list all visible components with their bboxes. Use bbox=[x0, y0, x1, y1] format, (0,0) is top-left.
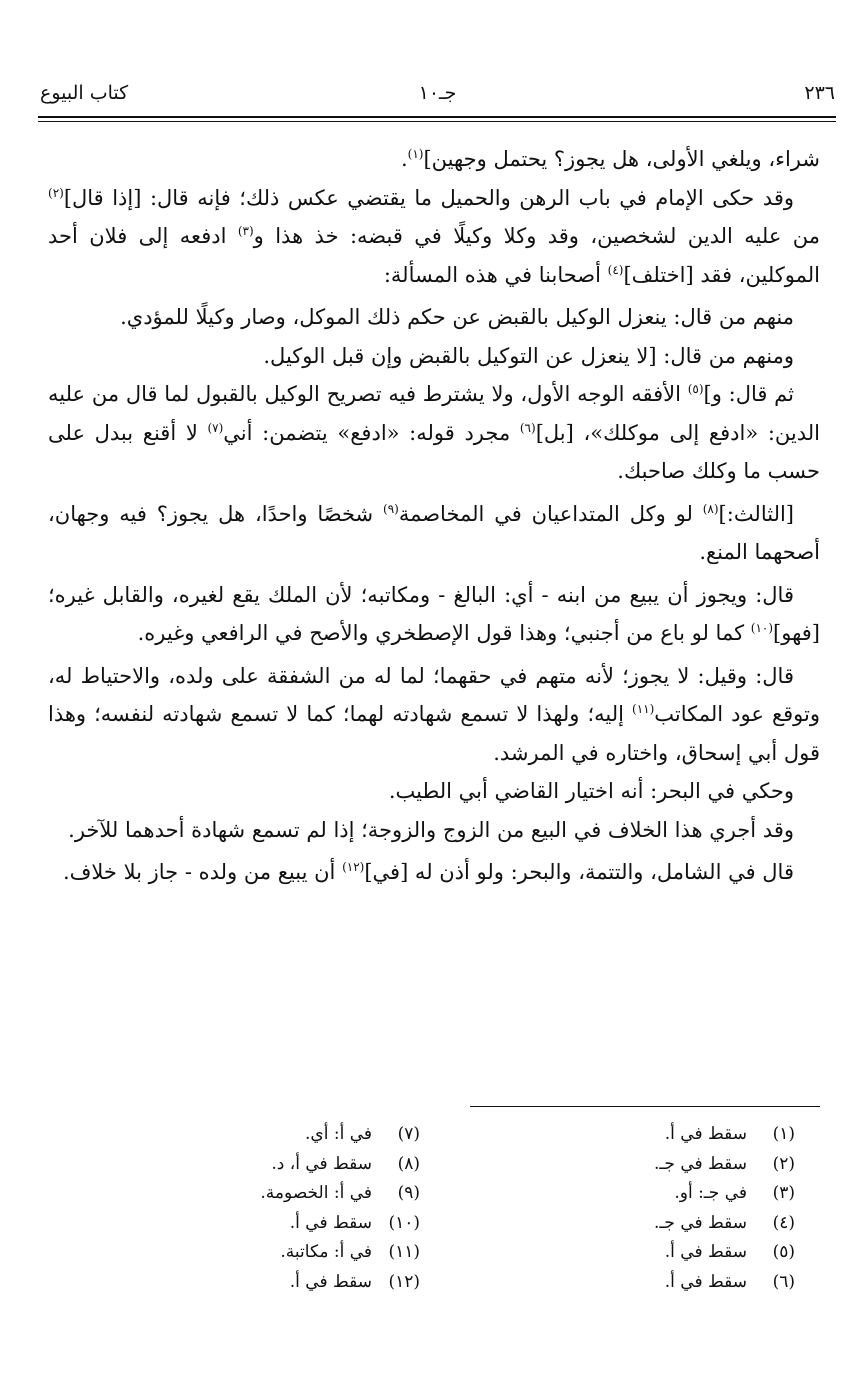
paragraph bbox=[48, 849, 820, 892]
footnote-item bbox=[90, 1150, 420, 1180]
paragraph bbox=[48, 375, 820, 491]
footnote-text: في أ: أي. bbox=[305, 1124, 372, 1144]
footnote-text: في جـ: أو. bbox=[674, 1183, 747, 1203]
text-segment: لو وكل المتداعيان في المخاصمة bbox=[398, 501, 703, 526]
text-segment: إليه؛ ولهذا لا تسمع شهادته لهما؛ كما لا تسمع شهادته لنفسه؛ وهذا قول أبي إسحاق، واختاره في المرشد. bbox=[48, 702, 820, 765]
paragraph bbox=[48, 294, 820, 337]
paragraph bbox=[48, 572, 820, 653]
footnote-number: (٤) bbox=[772, 1212, 795, 1233]
footnote-item bbox=[90, 1120, 420, 1150]
paragraph bbox=[48, 811, 820, 850]
footnotes bbox=[90, 1120, 795, 1310]
footnote-marker: (٩) bbox=[383, 501, 399, 516]
text-segment: كما لو باع من أجنبي؛ وهذا قول الإصطخري والأصح في الرافعي وغيره. bbox=[137, 621, 751, 645]
text-segment: ادفعه إلى فلان أحد الموكلين، فقد [اختلف] bbox=[48, 224, 820, 287]
footnote-marker: (٦) bbox=[519, 420, 536, 435]
footnote-text: سقط في أ، د. bbox=[271, 1153, 372, 1174]
footnote-text: سقط في جـ. bbox=[654, 1153, 747, 1174]
footnotes-right-column bbox=[465, 1120, 795, 1297]
footnote-item bbox=[90, 1238, 420, 1268]
header-rule bbox=[38, 116, 836, 118]
footnote-text: سقط في أ. bbox=[664, 1124, 747, 1144]
footnote-marker: (١٢) bbox=[342, 860, 365, 874]
text-segment: وقد أجري هذا الخلاف في البيع من الزوج والزوجة؛ إذا لم تسمع شهادة أحدهما للآخر. bbox=[68, 817, 794, 842]
text-segment: قال: وقيل: لا يجوز؛ لأنه متهم في حقهما؛ لما له من الشفقة على ولده، والاحتياط له، وتوقع عود المكاتب bbox=[48, 663, 820, 726]
footnote-item bbox=[90, 1209, 420, 1239]
paragraph bbox=[48, 491, 820, 572]
footnotes-left-column bbox=[90, 1120, 420, 1297]
footnote-marker: (٧) bbox=[207, 420, 224, 435]
footnote-item bbox=[465, 1179, 795, 1209]
footnote-text: سقط في أ. bbox=[289, 1271, 372, 1292]
text-segment: ومنهم من قال: [لا ينعزل عن التوكيل بالقبض وإن قبل الوكيل. bbox=[263, 343, 794, 368]
text-segment: قال: ويجوز أن يبيع من ابنه - أي: البالغ - ومكاتبه؛ لأن الملك يقع لغيره، والقابل غيره؛ [فهو] bbox=[48, 582, 820, 645]
footnote-item bbox=[465, 1268, 795, 1298]
text-segment: [الثالث:] bbox=[718, 501, 794, 526]
text-segment: قال في الشامل، والتتمة، والبحر: ولو أذن له [في] bbox=[364, 860, 794, 884]
text-segment: شراء، ويلغي الأولى، هل يجوز؟ يحتمل وجهين] bbox=[423, 147, 820, 171]
text-segment: من عليه الدين لشخصين، وقد وكلا وكيلًا في قبضه: خذ هذا و bbox=[253, 224, 820, 248]
footnote-marker: (١) bbox=[407, 147, 424, 161]
text-segment: . bbox=[400, 147, 408, 171]
body-text bbox=[48, 140, 820, 892]
paragraph bbox=[48, 337, 820, 376]
text-segment: ثم قال: و] bbox=[703, 382, 794, 406]
footnote-item bbox=[465, 1238, 795, 1268]
footnote-text: سقط في أ. bbox=[664, 1271, 747, 1292]
footnote-number: (١٢) bbox=[388, 1271, 420, 1292]
footnote-marker: (١٠) bbox=[750, 621, 774, 635]
footnote-text: سقط في جـ. bbox=[654, 1212, 747, 1233]
footnote-item bbox=[465, 1209, 795, 1239]
footnote-number: (٨) bbox=[397, 1153, 420, 1174]
footnote-item bbox=[465, 1120, 795, 1150]
book-title: كتاب البيوع bbox=[40, 82, 129, 104]
footnote-text: سقط في أ. bbox=[289, 1212, 372, 1233]
text-segment: وحكي في البحر: أنه اختيار القاضي أبي الطيب. bbox=[388, 779, 794, 803]
page-number: ٢٣٦ bbox=[804, 82, 835, 104]
footnote-number: (٧) bbox=[397, 1124, 420, 1144]
volume-label: جـ١٠ bbox=[418, 82, 457, 104]
footnote-text: سقط في أ. bbox=[664, 1242, 747, 1262]
footnote-number: (١٠) bbox=[388, 1212, 420, 1233]
footnote-number: (٥) bbox=[772, 1242, 795, 1262]
footnote-number: (٩) bbox=[397, 1183, 420, 1203]
footnote-text: في أ: مكاتبة. bbox=[280, 1242, 372, 1262]
header-rule-thin bbox=[38, 121, 836, 122]
footnote-item bbox=[90, 1268, 420, 1298]
paragraph bbox=[48, 653, 820, 773]
footnote-number: (٢) bbox=[772, 1153, 795, 1174]
footnote-item bbox=[90, 1179, 420, 1209]
footnote-item bbox=[465, 1150, 795, 1180]
text-segment: أصحابنا في هذه المسألة: bbox=[383, 262, 608, 287]
footnote-number: (٦) bbox=[772, 1271, 795, 1292]
footnote-marker: (٣) bbox=[237, 224, 254, 238]
footnote-marker: (٥) bbox=[687, 382, 704, 396]
footnote-separator bbox=[470, 1106, 820, 1107]
paragraph bbox=[48, 140, 820, 179]
footnote-marker: (١١) bbox=[632, 702, 655, 716]
paragraph bbox=[48, 179, 820, 295]
text-segment: مجرد قوله: «ادفع» يتضمن: أني bbox=[223, 420, 520, 445]
text-segment: الأفقه الوجه الأول، ولا يشترط فيه تصريح الوكيل بالقبول لما قال من عليه الدين: «ادفع إلى موكلك»، [بل] bbox=[48, 382, 820, 445]
text-segment: شخصًا واحدًا، هل يجوز؟ فيه وجهان، أصحهما المنع. bbox=[48, 501, 820, 564]
paragraph bbox=[48, 772, 820, 811]
footnote-marker: (٢) bbox=[48, 185, 64, 200]
footnote-text: في أ: الخصومة. bbox=[260, 1183, 372, 1203]
footnote-number: (١) bbox=[772, 1124, 795, 1144]
text-segment: وقد حكى الإمام في باب الرهن والحميل ما يقتضي عكس ذلك؛ فإنه قال: [إذا قال] bbox=[63, 185, 794, 210]
footnote-number: (١١) bbox=[388, 1242, 420, 1262]
text-segment: لا أقنع ببدل على حسب ما وكلك صاحبك. bbox=[48, 420, 820, 483]
page-header bbox=[40, 80, 835, 110]
footnote-marker: (٨) bbox=[702, 501, 719, 516]
text-segment: منهم من قال: ينعزل الوكيل بالقبض عن حكم ذلك الموكل، وصار وكيلًا للمؤدي. bbox=[120, 305, 794, 329]
text-segment: أن يبيع من ولده - جاز بلا خلاف. bbox=[62, 860, 343, 884]
footnote-number: (٣) bbox=[772, 1183, 795, 1203]
footnote-marker: (٤) bbox=[607, 262, 624, 277]
